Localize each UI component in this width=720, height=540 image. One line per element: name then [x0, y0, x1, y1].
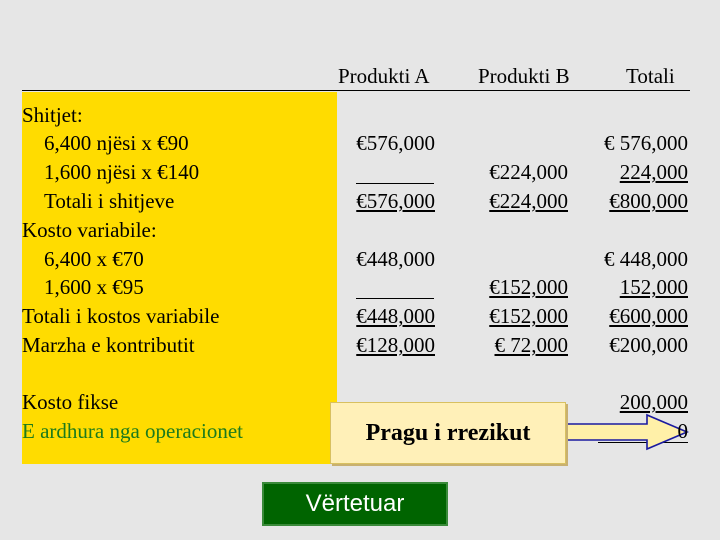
a-margin-value: €128,000: [356, 333, 435, 357]
a-sales-total-value: €576,000: [356, 189, 435, 213]
a-sales-blank-line: [356, 183, 434, 184]
total-variable-a-value: € 448,000: [604, 247, 688, 271]
break-even-label: Pragu i rrezikut: [365, 419, 531, 446]
header-rule: [22, 90, 690, 91]
a-sales-a-value: €576,000: [356, 131, 435, 155]
a-variable-total-value: €448,000: [356, 304, 435, 328]
sales-title: Shitjet:: [22, 103, 83, 127]
contribution-margin-label: Marzha e kontributit: [22, 333, 195, 357]
total-margin-value: €200,000: [609, 333, 688, 357]
operating-income-label: E ardhura nga operacionet: [22, 419, 243, 443]
variable-b-label: 1,600 x €95: [44, 275, 144, 299]
variable-total-label: Totali i kostos variabile: [22, 304, 220, 328]
total-fixed-cost-value: 200,000: [619, 390, 688, 414]
total-sales-b-value: 224,000: [619, 160, 688, 184]
header-product-b: Produkti B: [478, 64, 570, 88]
header-product-a: Produkti A: [338, 64, 430, 88]
fixed-cost-label: Kosto fikse: [22, 390, 119, 414]
b-variable-total-value: €152,000: [489, 304, 568, 328]
header-total: Totali: [626, 64, 675, 88]
variable-cost-title: Kosto variabile:: [22, 218, 157, 242]
verify-button[interactable]: [262, 482, 448, 526]
total-income-value: 0: [677, 419, 688, 443]
sales-total-label: Totali i shitjeve: [44, 189, 175, 213]
sales-b-label: 1,600 njësi x €140: [44, 160, 200, 184]
total-variable-b-value: 152,000: [619, 275, 688, 299]
total-sales-a-value: € 576,000: [604, 131, 688, 155]
sales-a-label: 6,400 njësi x €90: [44, 131, 189, 155]
a-variable-a-value: €448,000: [356, 247, 435, 271]
break-even-callout: [330, 402, 566, 464]
total-sales-total-value: €800,000: [609, 189, 688, 213]
b-variable-b-value: €152,000: [489, 275, 568, 299]
b-sales-total-value: €224,000: [489, 189, 568, 213]
a-variable-blank-line: [356, 298, 434, 299]
variable-a-label: 6,400 x €70: [44, 247, 144, 271]
b-margin-value: € 72,000: [494, 333, 568, 357]
total-variable-total-value: €600,000: [609, 304, 688, 328]
b-sales-b-value: €224,000: [489, 160, 568, 184]
verify-button-label: Vërtetuar: [305, 490, 405, 517]
